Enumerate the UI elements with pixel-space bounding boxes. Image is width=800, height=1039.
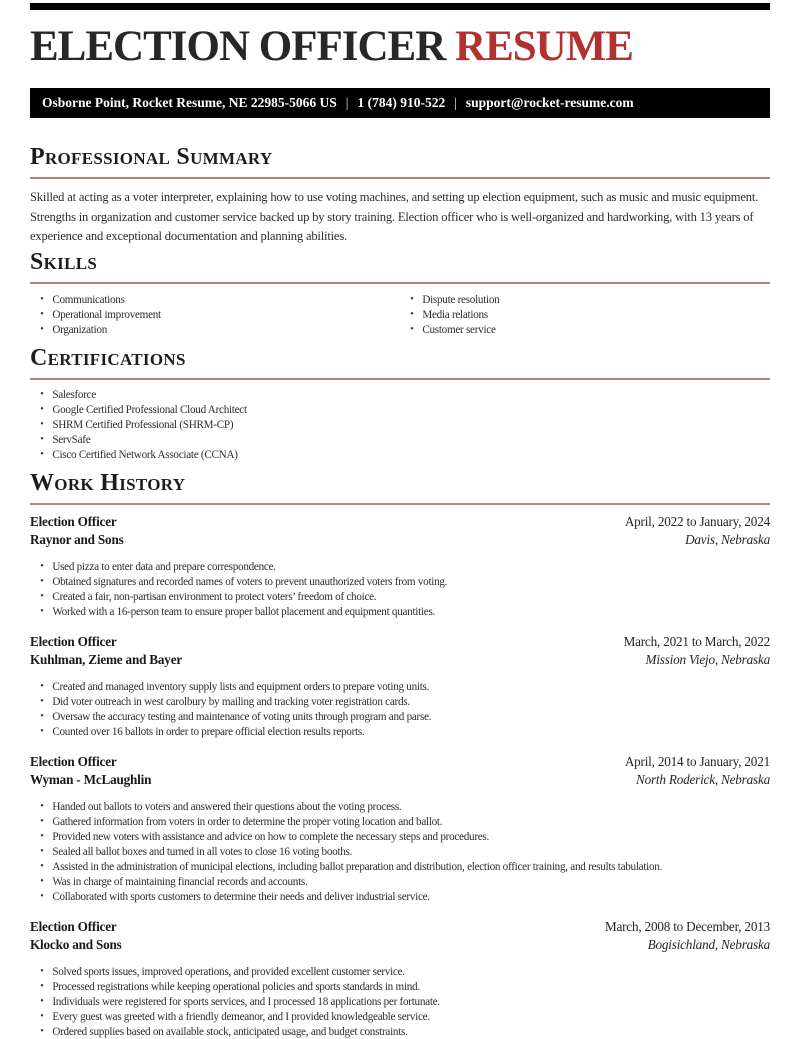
bullet-item: • Cisco Certified Network Associate (CCNA)	[30, 447, 718, 462]
certifications-list	[30, 387, 770, 462]
work-history-heading: Work History	[30, 469, 186, 496]
bullet-item: • Obtained signatures and recorded names of voters to prevent unauthorized voters from voting.	[30, 574, 718, 589]
job-company: Wyman - McLaughlin	[30, 771, 152, 787]
certifications-heading: Certifications	[30, 344, 186, 371]
bullet-item: • Used pizza to enter data and prepare correspondence.	[30, 559, 718, 574]
job-location: Bogisichland, Nebraska	[647, 936, 770, 952]
job-title-row	[30, 633, 770, 651]
contact-address: Osborne Point, Rocket Resume, NE 22985-5066 US	[42, 95, 337, 110]
bullet-item: • Individuals were registered for sports services, and I processed 18 applications per fortunate.	[30, 994, 718, 1009]
job-entry	[30, 753, 770, 904]
bullet-item: • Every guest was greeted with a friendly demeanor, and I provided knowledgeable service.	[30, 1009, 718, 1024]
contact-bar	[30, 88, 770, 118]
skills-list-right	[400, 292, 770, 337]
skills-columns	[30, 292, 770, 337]
bullet-item: • Processed registrations while keeping operational policies and sports standards in mind.	[30, 979, 718, 994]
contact-separator: |	[454, 95, 457, 110]
top-black-rule	[30, 3, 770, 10]
bullet-item: • Dispute resolution	[400, 292, 744, 307]
bullet-item: • Oversaw the accuracy testing and maintenance of voting units through program and parse.	[30, 709, 718, 724]
job-title-row	[30, 918, 770, 936]
bullet-item: • Assisted in the administration of municipal elections, including ballot preparation and distribution, election officer training, and results tabulation.	[30, 859, 718, 874]
section-professional-summary	[30, 144, 770, 247]
bullet-item: • Was in charge of maintaining financial records and accounts.	[30, 874, 718, 889]
contact-email: support@rocket-resume.com	[465, 95, 634, 110]
bullet-item: • Sealed all ballot boxes and turned in all votes to close 16 voting booths.	[30, 844, 718, 859]
section-divider-rule	[30, 378, 770, 380]
bullet-item: • Google Certified Professional Cloud Architect	[30, 402, 718, 417]
job-company: Klocko and Sons	[30, 936, 122, 952]
job-title: Election Officer	[30, 918, 117, 934]
bullet-item: • Handed out ballots to voters and answered their questions about the voting process.	[30, 799, 718, 814]
section-divider-rule	[30, 282, 770, 284]
bullet-item: • SHRM Certified Professional (SHRM-CP)	[30, 417, 718, 432]
title-resume-text: RESUME	[455, 23, 633, 70]
skills-heading: Skills	[30, 248, 98, 275]
job-entries	[30, 513, 770, 1039]
section-divider-rule	[30, 503, 770, 505]
contact-phone: 1 (784) 910-522	[357, 95, 446, 110]
job-location: Mission Viejo, Nebraska	[645, 651, 770, 667]
bullet-item: • Created a fair, non-partisan environment to protect voters’ freedom of choice.	[30, 589, 718, 604]
bullet-item: • Communications	[30, 292, 374, 307]
bullet-item: • Operational improvement	[30, 307, 374, 322]
bullet-item: • Collaborated with sports customers to determine their needs and deliver industrial service.	[30, 889, 718, 904]
bullet-item: • Organization	[30, 322, 374, 337]
summary-heading: Professional Summary	[30, 144, 273, 170]
job-bullet-list	[30, 679, 770, 739]
job-company: Kuhlman, Zieme and Bayer	[30, 651, 182, 667]
job-dates: March, 2008 to December, 2013	[604, 918, 770, 934]
section-skills	[30, 249, 770, 337]
bullet-item: • Worked with a 16-person team to ensure proper ballot placement and equipment quantities.	[30, 604, 718, 619]
job-location: North Roderick, Nebraska	[635, 771, 770, 787]
job-title-row	[30, 513, 770, 531]
job-entry	[30, 633, 770, 739]
title-role-text: ELECTION OFFICER	[30, 23, 446, 70]
job-company-row	[30, 531, 770, 549]
job-dates: April, 2014 to January, 2021	[624, 753, 770, 769]
job-dates: March, 2021 to March, 2022	[623, 633, 770, 649]
bullet-item: • Customer service	[400, 322, 744, 337]
bullet-item: • ServSafe	[30, 432, 718, 447]
job-title: Election Officer	[30, 633, 117, 649]
job-company-row	[30, 771, 770, 789]
bullet-item: • Did voter outreach in west carolbury by mailing and tracking voter registration cards.	[30, 694, 718, 709]
section-certifications	[30, 345, 770, 462]
resume-document	[0, 3, 800, 1039]
job-title: Election Officer	[30, 513, 117, 529]
summary-text: Skilled at acting as a voter interpreter, explaining how to use voting machines, and setting up election equipment, such as music and music equipment. Strengths in organization and customer service backed up by story training. Election officer who is well-organized and hardworking, with 13 years of experience and exceptional documentation and planning abilities.	[30, 190, 759, 243]
contact-separator: |	[345, 95, 349, 110]
bullet-item: • Solved sports issues, improved operations, and provided excellent customer service.	[30, 964, 718, 979]
job-company-row	[30, 651, 770, 669]
section-divider-rule	[30, 177, 770, 179]
job-location: Davis, Nebraska	[685, 531, 770, 547]
job-bullet-list	[30, 559, 770, 619]
job-bullet-list	[30, 964, 770, 1039]
bullet-item: • Media relations	[400, 307, 744, 322]
job-title: Election Officer	[30, 753, 117, 769]
job-title-row	[30, 753, 770, 771]
job-company: Raynor and Sons	[30, 531, 124, 547]
job-dates: April, 2022 to January, 2024	[624, 513, 770, 529]
bullet-item: • Salesforce	[30, 387, 718, 402]
skills-list-left	[30, 292, 400, 337]
bullet-item: • Created and managed inventory supply lists and equipment orders to prepare voting units.	[30, 679, 718, 694]
bullet-item: • Gathered information from voters in order to determine the proper voting location and ballot.	[30, 814, 718, 829]
section-work-history	[30, 470, 770, 1039]
bullet-item: • Provided new voters with assistance and advice on how to complete the necessary steps and procedures.	[30, 829, 718, 844]
bullet-item: • Counted over 16 ballots in order to prepare official election results reports.	[30, 724, 718, 739]
bullet-item: • Ordered supplies based on available stock, anticipated usage, and budget constraints.	[30, 1024, 718, 1039]
job-entry	[30, 513, 770, 619]
job-entry	[30, 918, 770, 1039]
page-title	[30, 23, 770, 71]
job-bullet-list	[30, 799, 770, 904]
job-company-row	[30, 936, 770, 954]
